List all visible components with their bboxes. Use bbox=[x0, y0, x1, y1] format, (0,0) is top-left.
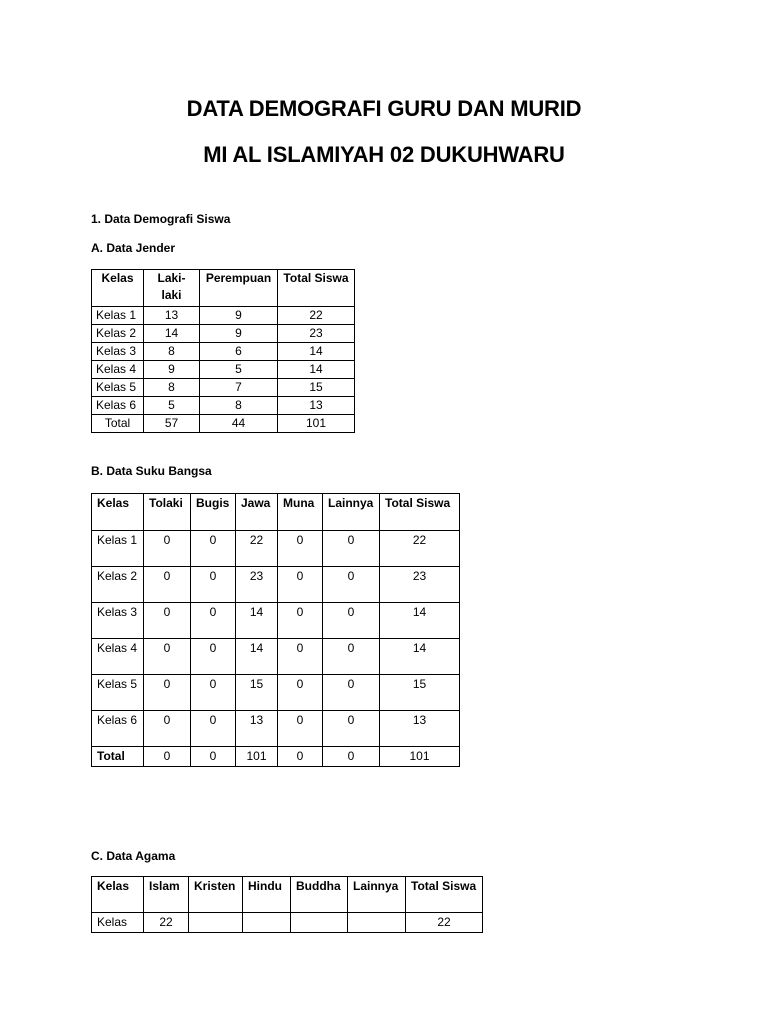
document-title: DATA DEMOGRAFI GURU DAN MURID bbox=[186, 96, 582, 121]
header-cell: Lainnya bbox=[323, 494, 380, 531]
cell: Kelas 4 bbox=[92, 361, 144, 379]
header-cell: Kelas bbox=[92, 494, 144, 531]
header-cell: Jawa bbox=[236, 494, 278, 531]
table-row bbox=[92, 603, 460, 639]
table-row bbox=[92, 379, 355, 397]
cell: 0 bbox=[323, 567, 380, 603]
cell: 14 bbox=[236, 639, 278, 675]
table-header-row bbox=[92, 270, 355, 307]
cell bbox=[189, 913, 243, 933]
cell: Kelas 6 bbox=[92, 711, 144, 747]
table-row bbox=[92, 675, 460, 711]
cell: 0 bbox=[278, 711, 323, 747]
cell: 0 bbox=[323, 711, 380, 747]
cell: 22 bbox=[144, 913, 189, 933]
cell: Kelas 2 bbox=[92, 325, 144, 343]
cell: 13 bbox=[236, 711, 278, 747]
cell bbox=[291, 913, 348, 933]
section-heading-suku-bangsa: B. Data Suku Bangsa bbox=[91, 464, 212, 478]
table-row bbox=[92, 531, 460, 567]
cell: 0 bbox=[323, 531, 380, 567]
cell: 14 bbox=[380, 603, 460, 639]
suku-bangsa-table bbox=[91, 493, 460, 767]
header-cell: Islam bbox=[144, 877, 189, 913]
cell: 0 bbox=[278, 639, 323, 675]
cell: 8 bbox=[144, 379, 200, 397]
table-row bbox=[92, 567, 460, 603]
cell: 14 bbox=[278, 361, 355, 379]
cell: 23 bbox=[380, 567, 460, 603]
cell: Kelas 1 bbox=[92, 531, 144, 567]
cell: 0 bbox=[191, 603, 236, 639]
cell: 0 bbox=[144, 711, 191, 747]
cell: Total bbox=[92, 415, 144, 433]
cell: 0 bbox=[144, 675, 191, 711]
table-row bbox=[92, 307, 355, 325]
cell: 0 bbox=[191, 711, 236, 747]
cell: 9 bbox=[144, 361, 200, 379]
header-cell: Kelas bbox=[92, 877, 144, 913]
section-heading-jender: A. Data Jender bbox=[91, 241, 176, 255]
cell: 0 bbox=[323, 603, 380, 639]
cell: Kelas 4 bbox=[92, 639, 144, 675]
cell: 14 bbox=[236, 603, 278, 639]
cell: 7 bbox=[200, 379, 278, 397]
table-row bbox=[92, 711, 460, 747]
cell: Kelas 1 bbox=[92, 307, 144, 325]
cell: Kelas 5 bbox=[92, 379, 144, 397]
cell: 5 bbox=[144, 397, 200, 415]
cell: 0 bbox=[191, 567, 236, 603]
cell: 0 bbox=[191, 675, 236, 711]
header-cell: Total Siswa bbox=[406, 877, 483, 913]
cell: 101 bbox=[278, 415, 355, 433]
cell: 14 bbox=[278, 343, 355, 361]
cell bbox=[348, 913, 406, 933]
cell: 13 bbox=[380, 711, 460, 747]
header-cell: Kelas bbox=[92, 270, 144, 307]
cell: 0 bbox=[278, 567, 323, 603]
section-heading-agama: C. Data Agama bbox=[91, 849, 176, 863]
header-cell: Hindu bbox=[243, 877, 291, 913]
document-subtitle: MI AL ISLAMIYAH 02 DUKUHWARU bbox=[203, 142, 565, 167]
cell: 0 bbox=[191, 639, 236, 675]
cell: 14 bbox=[144, 325, 200, 343]
header-cell: Kristen bbox=[189, 877, 243, 913]
cell: Kelas 3 bbox=[92, 343, 144, 361]
table-total-row bbox=[92, 747, 460, 767]
cell: 22 bbox=[236, 531, 278, 567]
table-header-row bbox=[92, 494, 460, 531]
cell: 15 bbox=[380, 675, 460, 711]
header-cell: Lainnya bbox=[348, 877, 406, 913]
table-row bbox=[92, 913, 483, 933]
cell: 101 bbox=[380, 747, 460, 767]
cell: 0 bbox=[144, 531, 191, 567]
table-row bbox=[92, 325, 355, 343]
cell: 8 bbox=[144, 343, 200, 361]
cell: 9 bbox=[200, 307, 278, 325]
header-cell: Tolaki bbox=[144, 494, 191, 531]
section-heading-demografi-siswa: 1. Data Demografi Siswa bbox=[91, 212, 231, 226]
cell: 0 bbox=[323, 675, 380, 711]
cell: 0 bbox=[191, 747, 236, 767]
cell: 23 bbox=[278, 325, 355, 343]
cell: 0 bbox=[144, 603, 191, 639]
cell: 13 bbox=[278, 397, 355, 415]
header-cell: Total Siswa bbox=[380, 494, 460, 531]
cell: 22 bbox=[380, 531, 460, 567]
cell: 0 bbox=[144, 639, 191, 675]
cell: 101 bbox=[236, 747, 278, 767]
cell: Kelas 5 bbox=[92, 675, 144, 711]
table-header-row bbox=[92, 877, 483, 913]
table-row bbox=[92, 639, 460, 675]
cell: 22 bbox=[278, 307, 355, 325]
cell: 15 bbox=[278, 379, 355, 397]
table-row bbox=[92, 397, 355, 415]
header-cell: Muna bbox=[278, 494, 323, 531]
cell: 22 bbox=[406, 913, 483, 933]
table-row bbox=[92, 343, 355, 361]
cell: 8 bbox=[200, 397, 278, 415]
cell: Kelas 3 bbox=[92, 603, 144, 639]
cell: 6 bbox=[200, 343, 278, 361]
cell: 0 bbox=[278, 675, 323, 711]
cell: 5 bbox=[200, 361, 278, 379]
cell: 0 bbox=[323, 747, 380, 767]
header-cell: Total Siswa bbox=[278, 270, 355, 307]
table-total-row bbox=[92, 415, 355, 433]
header-cell: Laki-laki bbox=[144, 270, 200, 307]
cell: Kelas 2 bbox=[92, 567, 144, 603]
cell: 23 bbox=[236, 567, 278, 603]
cell: 15 bbox=[236, 675, 278, 711]
cell bbox=[243, 913, 291, 933]
cell: 13 bbox=[144, 307, 200, 325]
cell: 14 bbox=[380, 639, 460, 675]
cell: 0 bbox=[278, 747, 323, 767]
jender-table bbox=[91, 269, 355, 433]
cell: 0 bbox=[191, 531, 236, 567]
header-cell: Buddha bbox=[291, 877, 348, 913]
cell: Kelas bbox=[92, 913, 144, 933]
cell: 57 bbox=[144, 415, 200, 433]
cell: 0 bbox=[323, 639, 380, 675]
cell: 0 bbox=[278, 531, 323, 567]
cell: 0 bbox=[144, 747, 191, 767]
header-cell: Bugis bbox=[191, 494, 236, 531]
cell: 0 bbox=[144, 567, 191, 603]
cell: 9 bbox=[200, 325, 278, 343]
cell: Kelas 6 bbox=[92, 397, 144, 415]
agama-table bbox=[91, 876, 483, 933]
cell: 44 bbox=[200, 415, 278, 433]
cell: 0 bbox=[278, 603, 323, 639]
cell: Total bbox=[92, 747, 144, 767]
header-cell: Perempuan bbox=[200, 270, 278, 307]
table-row bbox=[92, 361, 355, 379]
